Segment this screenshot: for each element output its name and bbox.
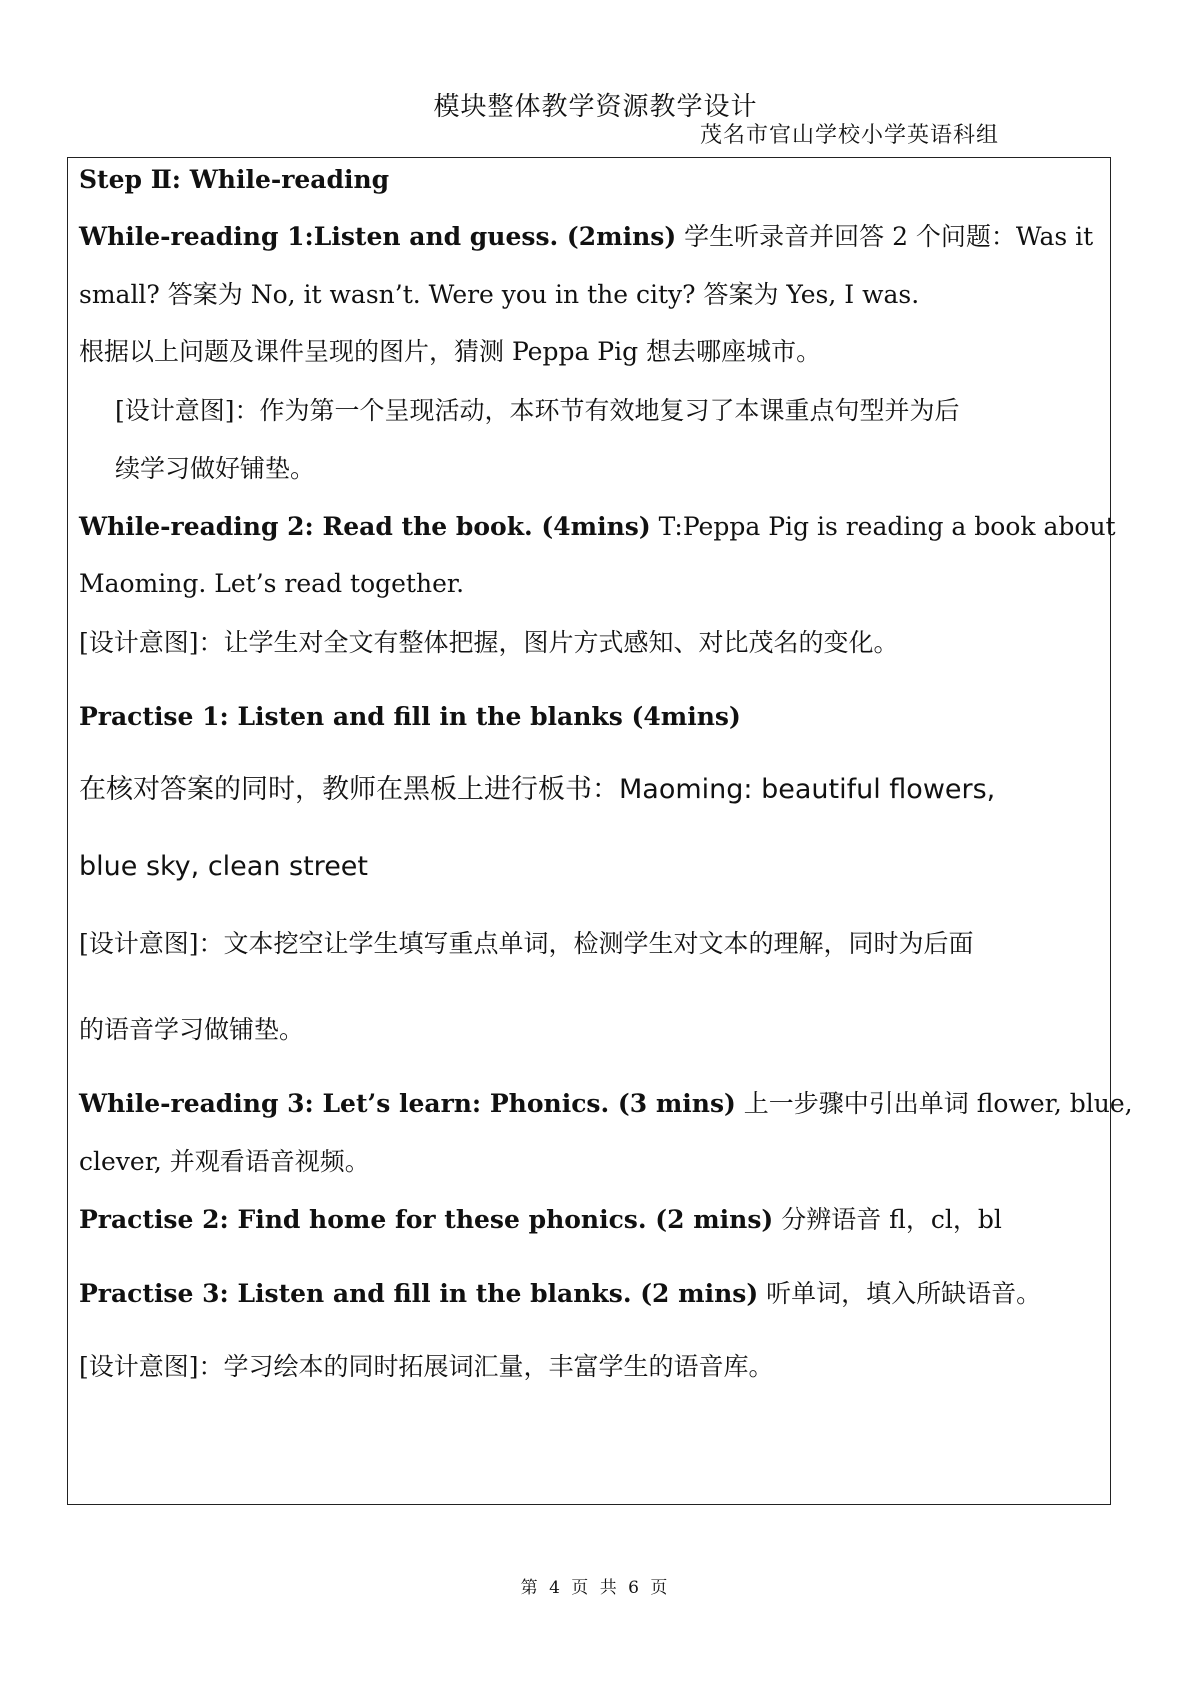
while-reading-1-heading: While-reading 1:Listen and guess. (2mins) <box>79 222 677 251</box>
while-reading-2-line-2: Maoming. Let’s read together. <box>79 569 465 598</box>
practise-3-heading: Practise 3: Listen and fill in the blanks. (2 mins) <box>79 1279 759 1308</box>
while-reading-3-line-1 <box>79 1088 1133 1120</box>
lesson-content-box <box>67 157 1133 1505</box>
practise-2-text: 分辨语音 fl，cl，bl <box>773 1205 1002 1234</box>
while-reading-2-heading: While-reading 2: Read the book. (4mins) <box>79 512 651 541</box>
practise-2-heading: Practise 2: Find home for these phonics. (2 mins) <box>79 1205 774 1234</box>
while-reading-2-text: T:Peppa Pig is reading a book about <box>650 512 1116 541</box>
while-reading-1-intent-line-2: 续学习做好铺垫。 <box>115 454 316 483</box>
while-reading-1-line-2: small? 答案为 No, it wasn’t. Were you in the city? 答案为 Yes, I was. <box>79 280 920 309</box>
practise-1-line-2: blue sky, clean street <box>79 851 368 882</box>
while-reading-2-intent: [设计意图]：让学生对全文有整体把握，图片方式感知、对比茂名的变化。 <box>79 628 899 657</box>
practise-3-text: 听单词，填入所缺语音。 <box>758 1279 1042 1308</box>
while-reading-3-heading: While-reading 3: Let’s learn: Phonics. (3 mins) <box>79 1089 736 1118</box>
practise-1-intent-line-2: 的语音学习做铺垫。 <box>79 1015 305 1044</box>
practise-1-line-1: 在核对答案的同时，教师在黑板上进行板书：Maoming: beautiful flowers, <box>79 774 996 805</box>
while-reading-1-line-1 <box>79 221 1100 253</box>
page-footer: 第 4 页 共 6 页 <box>520 1578 671 1598</box>
practise-1-intent-line-1: [设计意图]：文本挖空让学生填写重点单词，检测学生对文本的理解，同时为后面 <box>79 929 974 958</box>
document-title: 模块整体教学资源教学设计 <box>433 92 758 122</box>
while-reading-2-line-1 <box>79 511 1116 543</box>
practise-2-line <box>79 1204 1100 1236</box>
while-reading-3-text: 上一步骤中引出单词 flower, blue, <box>735 1089 1133 1118</box>
step-heading: Step Ⅱ: While-reading <box>79 165 390 194</box>
document-subtitle: 茂名市官山学校小学英语科组 <box>700 123 1000 148</box>
practise-1-heading: Practise 1: Listen and fill in the blanks (4mins) <box>79 702 741 731</box>
practise-3-line <box>79 1278 1100 1310</box>
while-reading-1-line-3: 根据以上问题及课件呈现的图片，猜测 Peppa Pig 想去哪座城市。 <box>79 337 822 366</box>
while-reading-1-text: 学生听录音并回答 2 个问题：Was it <box>676 222 1094 251</box>
while-reading-3-line-2: clever, 并观看语音视频。 <box>79 1147 370 1176</box>
final-intent: [设计意图]：学习绘本的同时拓展词汇量，丰富学生的语音库。 <box>79 1352 774 1381</box>
while-reading-1-intent-line-1: [设计意图]：作为第一个呈现活动，本环节有效地复习了本课重点句型并为后 <box>115 396 960 425</box>
